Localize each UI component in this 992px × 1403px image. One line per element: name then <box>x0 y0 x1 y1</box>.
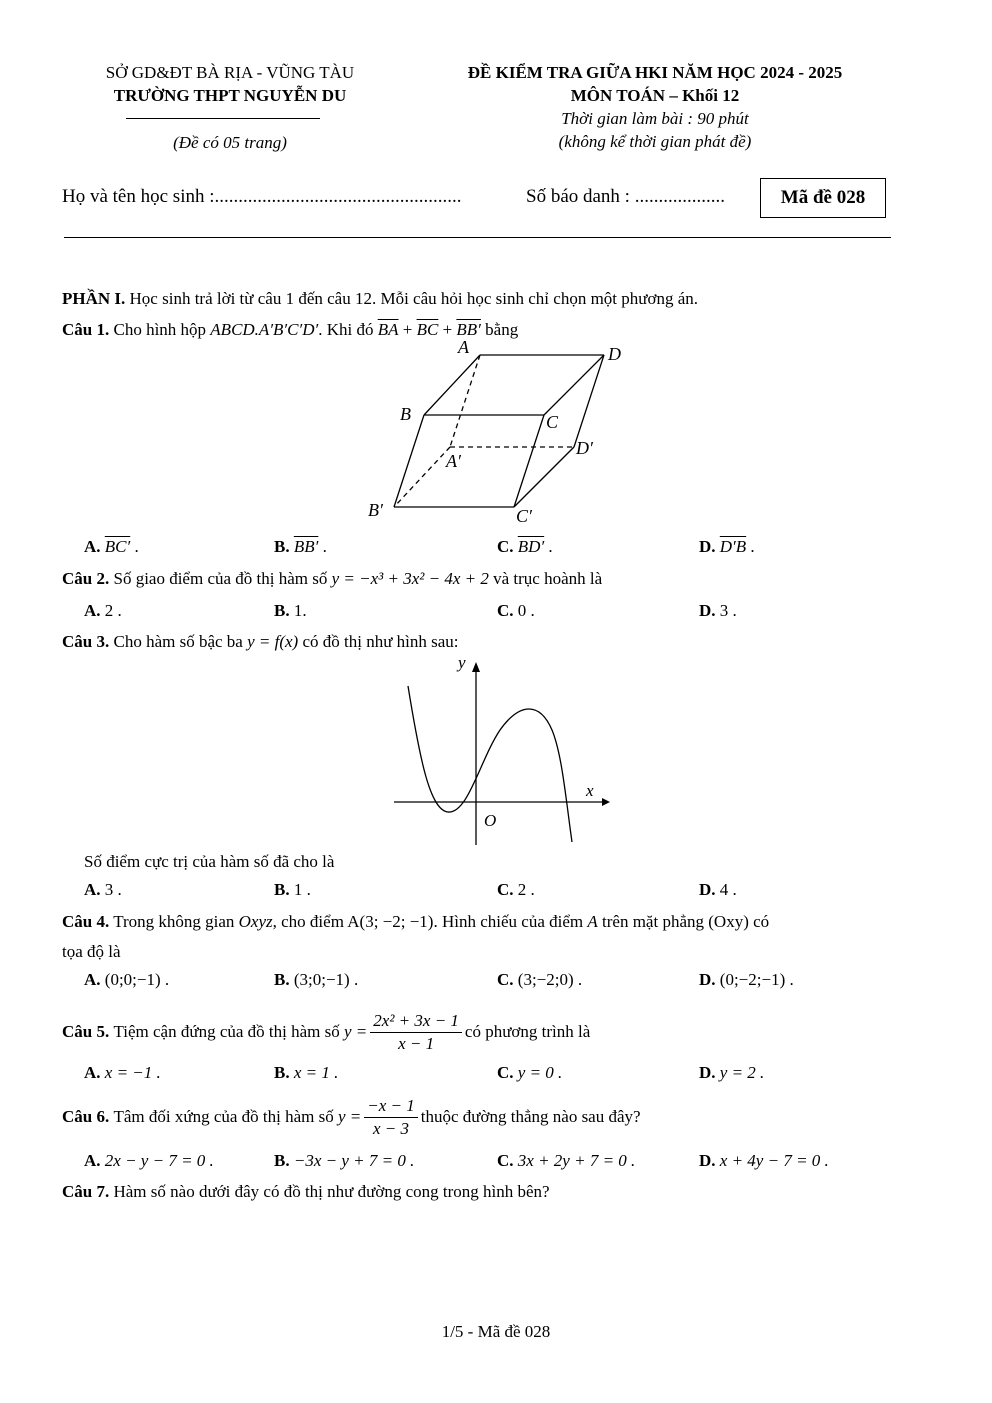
q4-point-name: A <box>587 912 598 931</box>
q1-text-a: Cho hình hộp <box>113 320 207 339</box>
edge-CD-bottom <box>514 447 574 507</box>
q5-option-b[interactable]: B. x = 1 . <box>274 1063 339 1082</box>
q1-option-c[interactable]: C. BD′ . <box>497 537 553 556</box>
y-axis-arrow <box>472 662 480 672</box>
x-axis-arrow <box>602 798 610 806</box>
q4-option-d[interactable]: D. (0;−2;−1) . <box>699 970 794 989</box>
origin-label: O <box>484 811 497 830</box>
q6-option-d[interactable]: D. x + 4y − 7 = 0 . <box>699 1151 829 1170</box>
q3-option-c[interactable]: C. 2 . <box>497 880 535 899</box>
q1-vector-1: $\overline{BA}$ <box>377 320 399 339</box>
q2-text-a: Số giao điểm của đồ thị hàm số <box>113 569 328 588</box>
q5-text-b: có phương trình là <box>464 1022 591 1041</box>
q2-text-b: và trục hoành là <box>493 569 603 588</box>
q4-plane: (Oxy) <box>708 912 749 931</box>
school-name: TRƯỜNG THPT NGUYỄN DU <box>113 86 347 105</box>
page-footer: 1/5 - Mã đề 028 <box>441 1322 551 1341</box>
q1-text-b: . Khi đó <box>318 320 374 339</box>
q3-text-b: có đồ thị như hình sau: <box>302 632 459 651</box>
label-A-prime: A′ <box>446 451 461 471</box>
q4-label: Câu 4. <box>62 912 110 931</box>
part1-instruction <box>62 289 698 309</box>
q5-lhs: y = <box>344 1022 368 1041</box>
q6-text-b: thuộc đường thẳng nào sau đây? <box>420 1107 641 1126</box>
subject-title: MÔN TOÁN – Khối 12 <box>570 86 740 105</box>
q4-text-d: trên mặt phẳng <box>602 912 704 931</box>
q2-option-b[interactable]: B. 1. <box>274 601 307 620</box>
parallelepiped-figure <box>360 340 640 525</box>
q5-option-a[interactable]: A. x = −1 . <box>84 1063 161 1082</box>
question-4 <box>62 912 769 932</box>
q1-text-c: bằng <box>485 320 519 339</box>
q6-option-b[interactable]: B. −3x − y + 7 = 0 . <box>274 1151 415 1170</box>
label-A: A <box>458 340 469 357</box>
q4-text-c: . Hình chiếu của điểm <box>433 912 584 931</box>
exam-code: Mã đề 028 <box>780 187 866 208</box>
label-D: D <box>608 344 621 364</box>
edge-CC <box>514 415 544 507</box>
q4-text-b: , cho điểm <box>272 912 344 931</box>
q1-option-d[interactable]: D. D′B . <box>699 537 755 556</box>
edge-CD <box>544 355 604 415</box>
q3-function: y = f(x) <box>247 632 299 651</box>
part1-text: Học sinh trả lời từ câu 1 đến câu 12. Mỗi câu hỏi học sinh chỉ chọn một phương án. <box>129 289 699 308</box>
q1-option-a[interactable]: A. BC′ . <box>84 537 139 556</box>
q6-numerator: −x − 1 <box>364 1096 418 1118</box>
q4-point: A(3; −2; −1) <box>347 912 434 931</box>
q4-text-e: có <box>753 912 770 931</box>
q2-option-d[interactable]: D. 3 . <box>699 601 737 620</box>
q2-function: y = −x³ + 3x² − 4x + 2 <box>331 569 489 588</box>
label-B: B <box>400 404 411 424</box>
q4-option-a[interactable]: A. (0;0;−1) . <box>84 970 170 989</box>
q6-text-a: Tâm đối xứng của đồ thị hàm số <box>113 1107 334 1126</box>
edge-AB <box>424 355 480 415</box>
exam-duration: Thời gian làm bài : 90 phút <box>561 109 749 128</box>
cubic-graph-figure <box>390 650 610 850</box>
question-1: Câu 1. Cho hình hộp ABCD.A′B′C′D′. Khi đó $\overline{BA} + \overline{BC} + BB'$ bằng <box>62 320 519 339</box>
q5-label: Câu 5. <box>62 1022 110 1041</box>
q7-text: Hàm số nào dưới đây có đồ thị như đường cong trong hình bên? <box>113 1182 550 1201</box>
label-C-prime: C′ <box>516 506 532 525</box>
edge-BB <box>394 415 424 507</box>
q3-option-d[interactable]: D. 4 . <box>699 880 737 899</box>
exam-code-box <box>760 178 886 218</box>
question-3 <box>62 632 459 652</box>
q1-solid: ABCD.A′B′C′D′ <box>210 320 319 339</box>
label-B-prime: B′ <box>368 500 383 520</box>
x-axis-label: x <box>586 781 594 800</box>
q4-space: Oxyz <box>238 912 273 931</box>
q5-denominator: x − 1 <box>398 1033 435 1053</box>
q6-fraction <box>364 1096 418 1139</box>
q1-vector-2: $\overline{BC}$ <box>416 320 439 339</box>
page-count-note: (Đề có 05 trang) <box>173 133 287 152</box>
q2-option-a[interactable]: A. 2 . <box>84 601 122 620</box>
q6-option-c[interactable]: C. 3x + 2y + 7 = 0 . <box>497 1151 636 1170</box>
exam-duration-note: (không kể thời gian phát đề) <box>558 132 752 151</box>
q5-text-a: Tiệm cận đứng của đồ thị hàm số <box>113 1022 340 1041</box>
q1-vector-3: BB′ <box>456 320 481 339</box>
q5-option-d[interactable]: D. y = 2 . <box>699 1063 765 1082</box>
edge-AA-hidden <box>450 355 480 447</box>
q6-denominator: x − 3 <box>373 1118 410 1138</box>
q6-lhs: y = <box>338 1107 362 1126</box>
q6-option-a[interactable]: A. 2x − y − 7 = 0 . <box>84 1151 214 1170</box>
question-5 <box>62 1008 590 1056</box>
q5-numerator: 2x² + 3x − 1 <box>370 1011 462 1033</box>
q2-label: Câu 2. <box>62 569 110 588</box>
label-C: C <box>546 412 559 432</box>
q4-text-a: Trong không gian <box>113 912 235 931</box>
q1-label: Câu 1. <box>62 320 110 339</box>
header-divider <box>64 237 891 238</box>
q6-label: Câu 6. <box>62 1107 110 1126</box>
q4-text-continued: tọa độ là <box>62 942 121 961</box>
student-id-field: Số báo danh : ................... <box>526 186 725 207</box>
question-6 <box>62 1093 641 1141</box>
department-name: SỞ GD&ĐT BÀ RỊA - VŨNG TÀU <box>105 63 355 82</box>
question-2 <box>62 569 602 589</box>
q3-label: Câu 3. <box>62 632 110 651</box>
edge-AB-bottom-hidden <box>394 447 450 507</box>
q2-option-c[interactable]: C. 0 . <box>497 601 535 620</box>
q5-option-c[interactable]: C. y = 0 . <box>497 1063 563 1082</box>
question-7 <box>62 1182 550 1202</box>
label-D-prime: D′ <box>576 438 593 458</box>
q4-option-c[interactable]: C. (3;−2;0) . <box>497 970 583 989</box>
q1-option-b[interactable]: B. BB′ . <box>274 537 327 556</box>
school-underline <box>126 118 320 119</box>
edge-DD <box>574 355 604 447</box>
q3-question: Số điểm cực trị của hàm số đã cho là <box>84 852 335 871</box>
exam-title: ĐỀ KIỂM TRA GIỮA HKI NĂM HỌC 2024 - 2025 <box>467 63 843 82</box>
part1-label: PHẦN I. <box>62 289 126 308</box>
q5-fraction <box>370 1011 462 1054</box>
q3-option-a[interactable]: A. 3 . <box>84 880 122 899</box>
student-name-field: Họ và tên học sinh :.................................................... <box>62 186 462 207</box>
q4-option-b[interactable]: B. (3;0;−1) . <box>274 970 359 989</box>
q3-option-b[interactable]: B. 1 . <box>274 880 311 899</box>
y-axis-label: y <box>458 653 466 672</box>
q7-label: Câu 7. <box>62 1182 110 1201</box>
q3-text-a: Cho hàm số bậc ba <box>113 632 243 651</box>
